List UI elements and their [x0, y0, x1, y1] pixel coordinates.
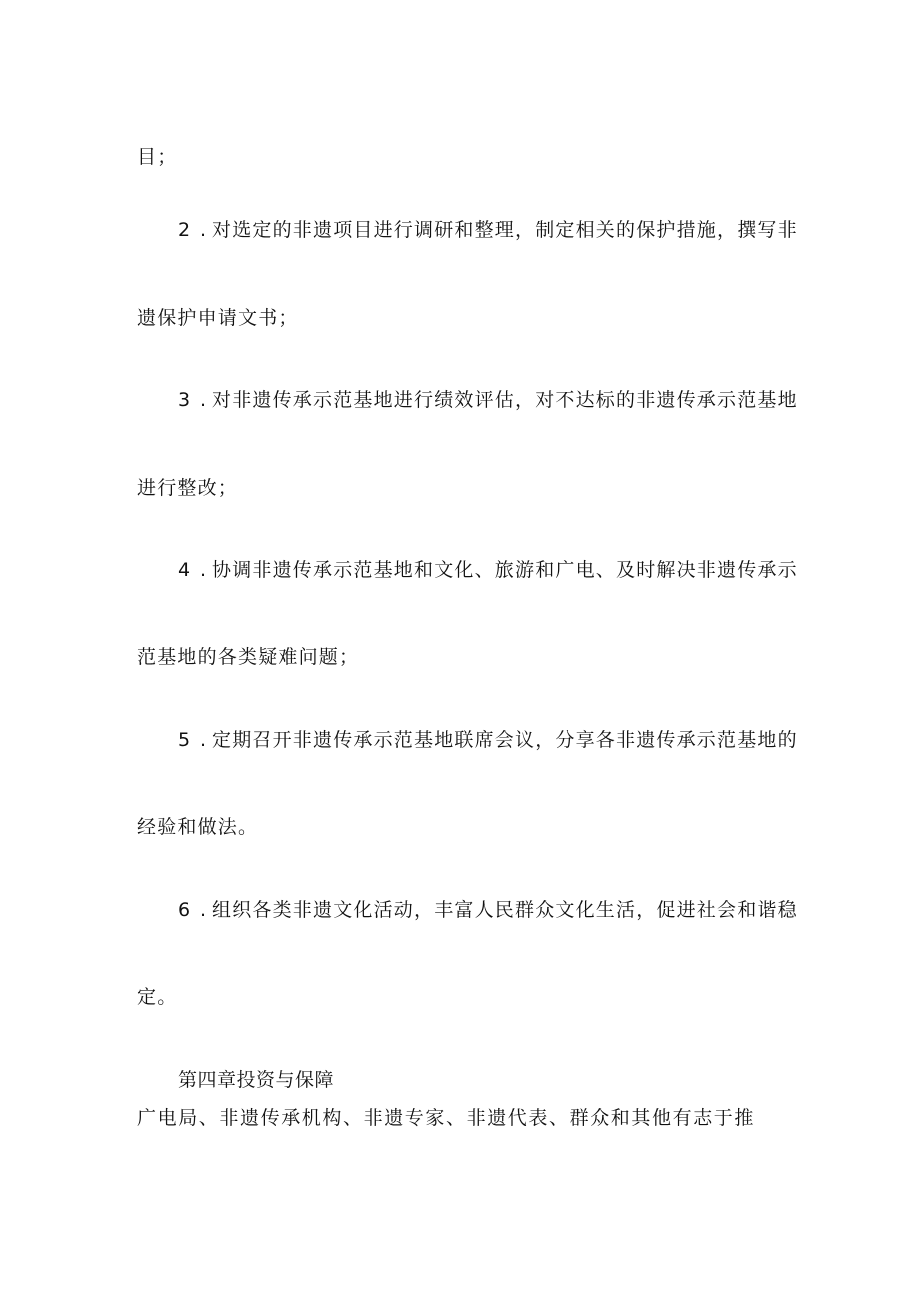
text-line: 定。 — [137, 986, 178, 1008]
list-item-dot: . — [200, 559, 208, 581]
text-line: 遗保护申请文书； — [137, 307, 299, 329]
list-item-number: 5 — [178, 729, 192, 751]
list-item-text: 对非遗传承示范基地进行绩效评估，对不达标的非遗传承示范基地 — [212, 389, 798, 411]
list-item-dot: . — [200, 899, 208, 921]
text-line: 进行整改； — [137, 477, 239, 499]
list-item-dot: . — [200, 389, 208, 411]
list-item — [178, 898, 798, 922]
list-item-number: 4 — [178, 559, 192, 581]
text-line: 目； — [137, 146, 178, 168]
list-item-dot: . — [200, 219, 208, 241]
list-item — [178, 218, 798, 242]
text-line: 范基地的各类疑难问题； — [137, 646, 360, 668]
list-item-number: 2 — [178, 219, 192, 241]
list-item-number: 6 — [178, 899, 192, 921]
list-item — [178, 388, 798, 412]
list-item-number: 3 — [178, 389, 192, 411]
text-line: 经验和做法。 — [137, 816, 259, 838]
chapter-text: 广电局、非遗传承机构、非遗专家、非遗代表、群众和其他有志于推 — [137, 1107, 756, 1129]
list-item-text: 协调非遗传承示范基地和文化、旅游和广电、及时解决非遗传承示 — [212, 559, 798, 581]
list-item — [178, 728, 798, 752]
list-item-dot: . — [200, 729, 208, 751]
list-item — [178, 558, 798, 582]
chapter-title: 第四章投资与保障 — [178, 1069, 335, 1091]
list-item-text: 定期召开非遗传承示范基地联席会议，分享各非遗传承示范基地的 — [212, 729, 798, 751]
list-item-text: 组织各类非遗文化活动，丰富人民群众文化生活，促进社会和谐稳 — [212, 899, 798, 921]
list-item-text: 对选定的非遗项目进行调研和整理，制定相关的保护措施，撰写非 — [212, 219, 798, 241]
